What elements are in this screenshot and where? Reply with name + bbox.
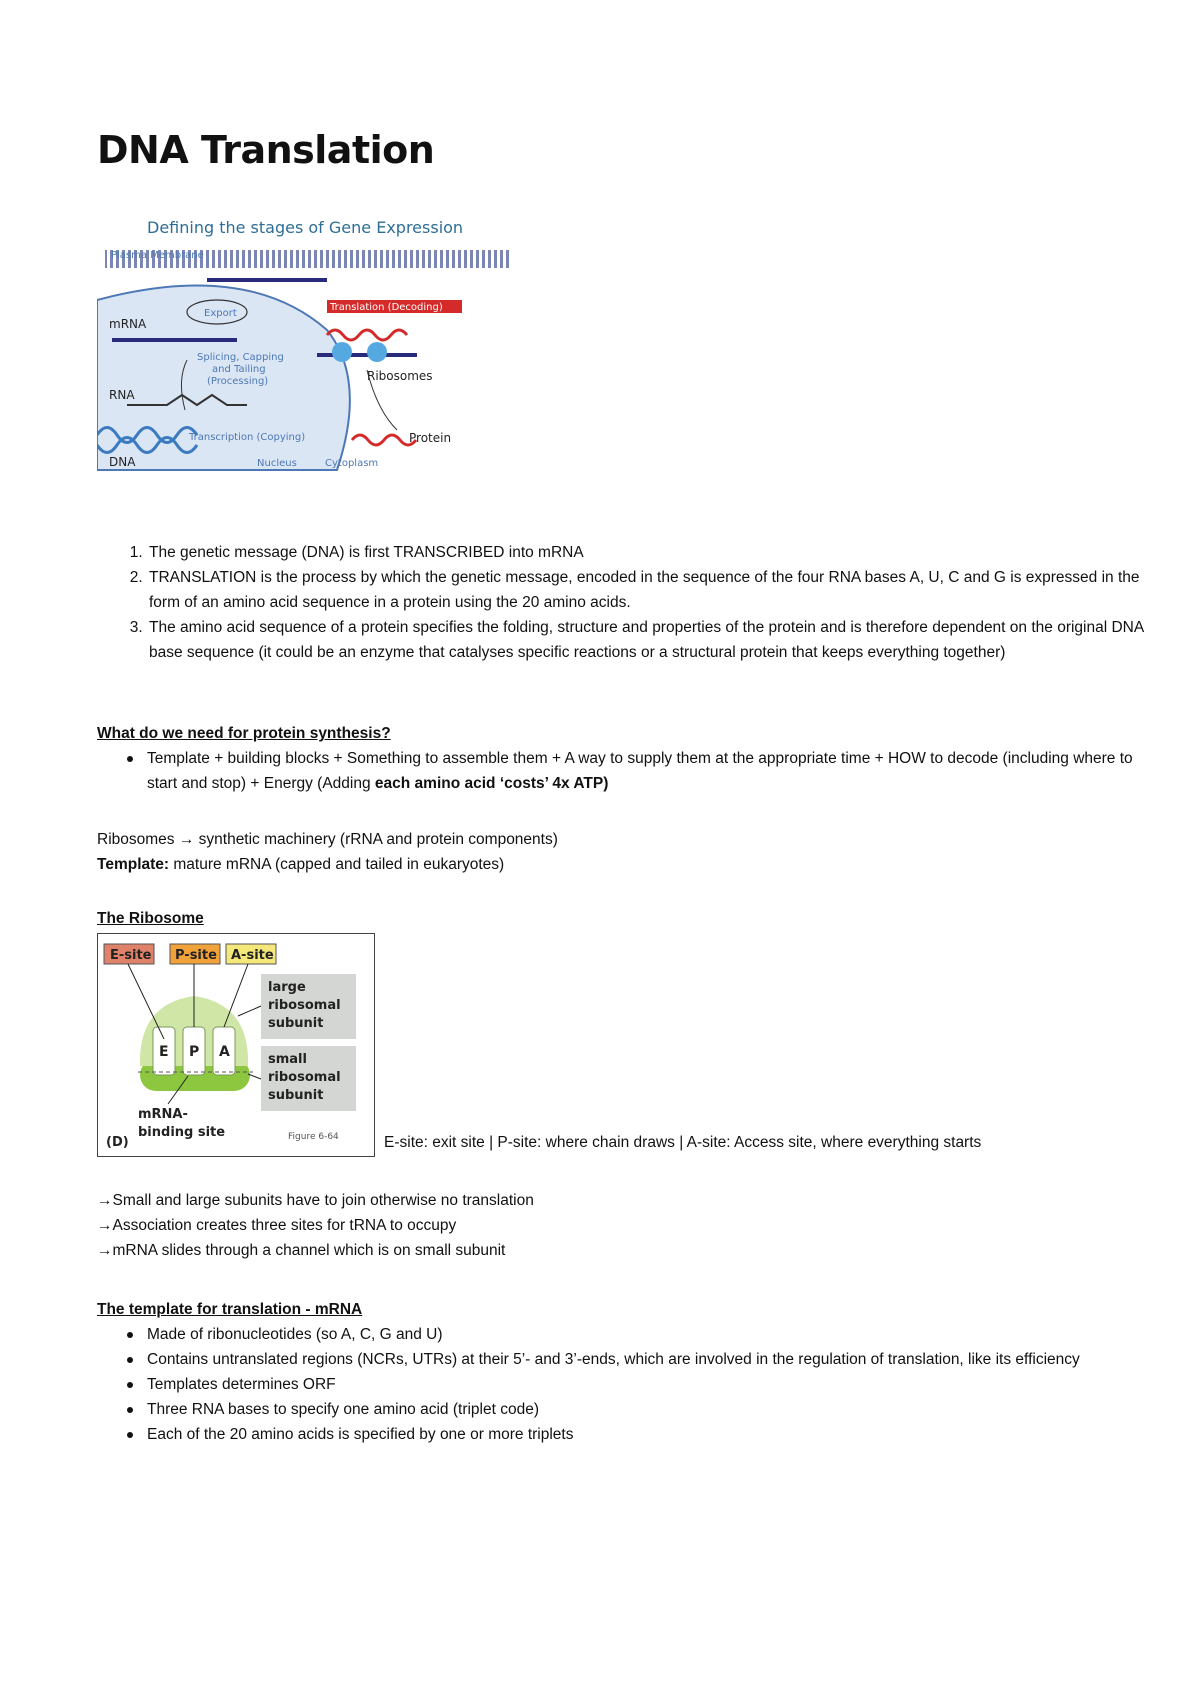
splicing-label-2: and Tailing bbox=[212, 364, 266, 375]
splicing-label-1: Splicing, Capping bbox=[197, 352, 284, 363]
steps-list bbox=[97, 540, 1167, 665]
mrna-binding-label-1: mRNA- bbox=[138, 1107, 188, 1122]
step-item: 2. TRANSLATION is the process by which the genetic message, encoded in the sequence of the four RNA bases A, U, C and G is expressed in the form of an amino acid sequence in a protein using the 20 amino acids. bbox=[147, 565, 1167, 615]
list-item: Three RNA bases to specify one amino acid (triplet code) bbox=[147, 1397, 1137, 1422]
figure-number: Figure 6-64 bbox=[288, 1132, 339, 1142]
note-line: →mRNA slides through a channel which is on small subunit bbox=[97, 1242, 506, 1259]
ribosomes-line: Ribosomes → synthetic machinery (rRNA and protein components) bbox=[97, 831, 558, 848]
list-item: Template + building blocks + Something to assemble them + A way to supply them at the appropriate time + HOW to decode (including where to start and stop) + Energy (Adding each amino acid ‘costs’ 4x ATP) bbox=[147, 746, 1137, 796]
step-item: 1. The genetic message (DNA) is first TRANSCRIBED into mRNA bbox=[147, 540, 1167, 565]
large-label-1: large bbox=[268, 980, 306, 995]
transcription-label: Transcription (Copying) bbox=[189, 432, 306, 443]
a-letter: A bbox=[219, 1044, 230, 1060]
ribosome-figure bbox=[97, 933, 375, 1157]
mrna-binding-label-2: binding site bbox=[138, 1125, 226, 1140]
small-label-3: subunit bbox=[268, 1088, 324, 1103]
a-site-label: A-site bbox=[231, 948, 274, 963]
translation-label: Translation (Decoding) bbox=[330, 302, 443, 313]
ribosome-notes bbox=[97, 1188, 1137, 1263]
p-letter: P bbox=[189, 1044, 200, 1060]
e-letter: E bbox=[159, 1044, 169, 1060]
protein-chain bbox=[327, 330, 407, 340]
ribosome-caption: E-site: exit site | P-site: where chain draws | A-site: Access site, where everything starts bbox=[384, 1134, 982, 1151]
rna-label: RNA bbox=[109, 388, 135, 402]
list-item: Templates determines ORF bbox=[147, 1372, 1137, 1397]
figure-title: Defining the stages of Gene Expression bbox=[147, 218, 464, 237]
export-label: Export bbox=[204, 308, 237, 319]
ribosome-heading-wrap bbox=[97, 906, 1137, 931]
e-pointer bbox=[128, 964, 164, 1039]
large-label-3: subunit bbox=[268, 1016, 324, 1031]
note-line: →Association creates three sites for tRNA to occupy bbox=[97, 1217, 457, 1234]
splicing-label-3: (Processing) bbox=[207, 376, 269, 387]
a-pointer bbox=[224, 964, 248, 1027]
cytoplasm-label: Cytoplasm bbox=[325, 458, 379, 469]
list-item: Contains untranslated regions (NCRs, UTRs) at their 5’- and 3’-ends, which are involved in the regulation of translation, like its efficiency bbox=[147, 1347, 1137, 1372]
list-item: Each of the 20 amino acids is specified by one or more triplets bbox=[147, 1422, 1137, 1447]
panel-label: (D) bbox=[106, 1135, 129, 1150]
protein-label: Protein bbox=[409, 431, 452, 445]
e-site-label: E-site bbox=[110, 948, 152, 963]
small-label-2: ribosomal bbox=[268, 1070, 341, 1085]
dna-label: DNA bbox=[109, 455, 136, 469]
mrna-label: mRNA bbox=[109, 317, 147, 331]
gene-expression-diagram bbox=[97, 200, 517, 510]
ribosome-diagram bbox=[98, 934, 374, 1156]
ribosome-circle bbox=[332, 342, 352, 362]
step-item: 3. The amino acid sequence of a protein specifies the folding, structure and properties of the protein and is therefore dependent on the original DNA base sequence (it could be an enzyme that catalyses specific reactions or a structural protein that keeps everything together) bbox=[147, 615, 1167, 665]
p-site-label: P-site bbox=[175, 948, 217, 963]
template-section bbox=[97, 1297, 1137, 1447]
template-list bbox=[97, 1322, 1137, 1447]
nucleus-label: Nucleus bbox=[257, 458, 297, 469]
definitions bbox=[97, 827, 1137, 877]
membrane-label: Plasma Membrane bbox=[111, 250, 204, 261]
synthesis-list bbox=[97, 746, 1137, 796]
gene-expression-figure bbox=[97, 200, 517, 510]
template-heading: The template for translation - mRNA bbox=[97, 1301, 363, 1318]
page-title: DNA Translation bbox=[97, 128, 435, 172]
large-label-2: ribosomal bbox=[268, 998, 341, 1013]
small-label-1: small bbox=[268, 1052, 307, 1067]
list-item: Made of ribonucleotides (so A, C, G and U) bbox=[147, 1322, 1137, 1347]
note-line: →Small and large subunits have to join otherwise no translation bbox=[97, 1192, 534, 1209]
synthesis-section bbox=[97, 721, 1137, 796]
template-line: Template: mature mRNA (capped and tailed in eukaryotes) bbox=[97, 856, 505, 873]
ribosome-heading: The Ribosome bbox=[97, 910, 204, 927]
protein-chain bbox=[352, 435, 416, 445]
ribosomes-label: Ribosomes bbox=[367, 369, 433, 383]
ribosome-circle bbox=[367, 342, 387, 362]
synthesis-heading: What do we need for protein synthesis? bbox=[97, 725, 391, 742]
